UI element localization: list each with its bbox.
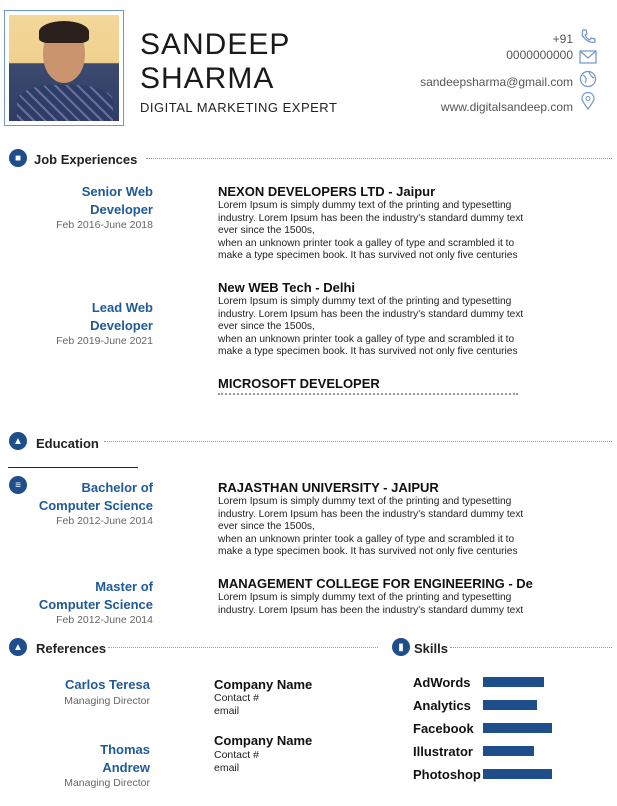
skill-name: Analytics bbox=[413, 698, 471, 713]
job-3-company: MICROSOFT DEVELOPER bbox=[218, 376, 380, 391]
section-title-jobs: Job Experiences bbox=[34, 152, 138, 167]
section-divider bbox=[450, 647, 612, 648]
skills-list bbox=[413, 674, 613, 789]
edu-1-description: Lorem Ipsum is simply dummy text of the printing and typesetting industry. Lorem Ipsum has been the industry's standard dummy text ever since the 1500s, when an unknown printer took a galley of type and scrambled it to make a type specimen book. It has survived not only five centuries bbox=[218, 496, 524, 557]
skill-row bbox=[413, 674, 613, 697]
skill-bar bbox=[483, 769, 552, 779]
skill-row bbox=[413, 743, 613, 766]
job-3-description-clipped bbox=[218, 393, 518, 395]
skills-icon: ▮ bbox=[392, 638, 410, 656]
reference-1-contact: Contact # bbox=[214, 692, 259, 704]
skill-bar bbox=[483, 746, 534, 756]
skill-name: AdWords bbox=[413, 675, 471, 690]
graduation-cap-icon: ▲ bbox=[9, 432, 27, 450]
email-text: sandeepsharma@gmail.com bbox=[420, 75, 573, 89]
phone-number: 0000000000 bbox=[506, 48, 573, 62]
edu-2-school: MANAGEMENT COLLEGE FOR ENGINEERING - De bbox=[218, 576, 533, 591]
skill-name: Photoshop bbox=[413, 767, 481, 782]
reference-1-name: Carlos Teresa bbox=[64, 677, 150, 692]
skill-row bbox=[413, 766, 613, 789]
skill-row bbox=[413, 720, 613, 743]
reference-1-company: Company Name bbox=[214, 677, 313, 692]
edu-1-school: RAJASTHAN UNIVERSITY - JAIPUR bbox=[218, 480, 439, 495]
section-divider bbox=[146, 158, 612, 159]
education-underline bbox=[8, 467, 138, 468]
candidate-name bbox=[140, 28, 290, 96]
edu-1-dates: Feb 2012-June 2014 bbox=[56, 515, 153, 527]
skill-row bbox=[413, 697, 613, 720]
reference-2-role: Managing Director bbox=[64, 777, 150, 789]
job-2-title: Lead Web Developer bbox=[90, 300, 153, 333]
skill-bar bbox=[483, 700, 537, 710]
profile-photo bbox=[4, 10, 124, 126]
website-text: www.digitalsandeep.com bbox=[440, 100, 573, 114]
section-title-references: References bbox=[36, 641, 107, 656]
briefcase-icon: ■ bbox=[9, 149, 27, 167]
reference-2-name: Thomas Andrew bbox=[100, 742, 150, 775]
section-title-skills: Skills bbox=[414, 641, 448, 656]
job-2-description: Lorem Ipsum is simply dummy text of the printing and typesetting industry. Lorem Ipsum has been the industry's standard dummy text ever since the 1500s, when an unknown printer took a galley of type and scrambled it to make a type specimen book. It has survived not only five centuries bbox=[218, 296, 524, 357]
skill-name: Illustrator bbox=[413, 744, 473, 759]
section-title-education: Education bbox=[36, 436, 99, 451]
job-1-dates: Feb 2016-June 2018 bbox=[56, 219, 153, 231]
list-icon: ≡ bbox=[9, 476, 27, 494]
job-1-title: Senior Web Developer bbox=[81, 184, 153, 217]
section-divider bbox=[104, 441, 612, 442]
location-pin-icon bbox=[581, 92, 595, 110]
graduation-cap-icon: ▲ bbox=[9, 638, 27, 656]
job-title: DIGITAL MARKETING EXPERT bbox=[140, 100, 338, 115]
name-line-1: SANDEEP bbox=[140, 28, 291, 61]
job-1-company: NEXON DEVELOPERS LTD - Jaipur bbox=[218, 184, 436, 199]
reference-2-contact: Contact # bbox=[214, 749, 259, 761]
globe-icon bbox=[579, 70, 597, 88]
skill-bar bbox=[483, 723, 552, 733]
phone-icon bbox=[579, 28, 597, 46]
edu-1-title: Bachelor of Computer Science bbox=[38, 480, 153, 513]
section-divider bbox=[108, 647, 378, 648]
edu-2-dates: Feb 2012-June 2014 bbox=[56, 614, 153, 626]
edu-2-description: Lorem Ipsum is simply dummy text of the printing and typesetting industry. Lorem Ipsum has been the industry's standard dummy text bbox=[218, 592, 524, 616]
skill-name: Facebook bbox=[413, 721, 474, 736]
reference-1-email: email bbox=[214, 705, 240, 717]
reference-2-company: Company Name bbox=[214, 733, 313, 748]
reference-1-role: Managing Director bbox=[64, 695, 150, 707]
job-2-company: New WEB Tech - Delhi bbox=[218, 280, 355, 295]
phone-code: +91 bbox=[552, 32, 573, 46]
edu-2-title: Master of Computer Science bbox=[38, 579, 153, 612]
skill-bar bbox=[483, 677, 544, 687]
mail-icon bbox=[579, 50, 597, 64]
job-1-description: Lorem Ipsum is simply dummy text of the printing and typesetting industry. Lorem Ipsum has been the industry's standard dummy text ever since the 1500s, when an unknown printer took a galley of type and scrambled it to make a type specimen book. It has survived not only five centuries bbox=[218, 200, 524, 261]
job-2-dates: Feb 2019-June 2021 bbox=[56, 335, 153, 347]
reference-2-email: email bbox=[214, 762, 240, 774]
name-line-2: SHARMA bbox=[140, 62, 275, 95]
